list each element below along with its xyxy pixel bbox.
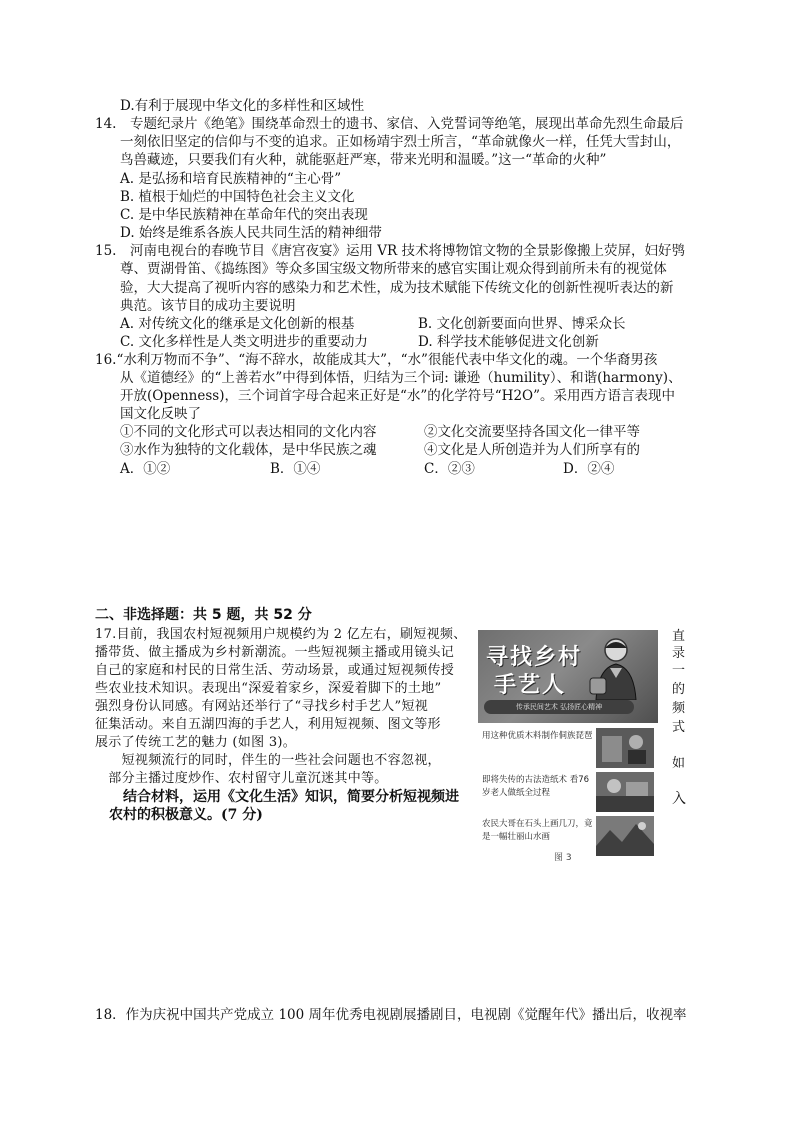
q17-side-char: 式 xyxy=(672,720,686,735)
q14-stem-line-3: 鸟兽藏迹，只要我们有火种，就能驱赶严寒，带来光明和温暖。”这一“革命的火种” xyxy=(120,152,607,168)
figure-item xyxy=(478,772,658,816)
figure-title-line-1: 寻找乡村 xyxy=(486,645,583,670)
figure-caption: 图 3 xyxy=(554,853,572,863)
q16-item-2: ②文化交流要坚持各国文化一律平等 xyxy=(424,424,640,440)
q17-side-char: 入 xyxy=(672,791,686,807)
q17-task-line-1: 结合材料，运用《文化生活》知识，简要分析短视频进 xyxy=(95,789,459,805)
q14-option-c: C. 是中华民族精神在革命年代的突出表现 xyxy=(120,207,368,223)
q15-stem-line-2: 尊、贾湖骨笛、《捣练图》等众多国宝级文物所带来的感官实围让观众得到前所未有的视觉体 xyxy=(120,261,667,277)
q18-line-1: 18．作为庆祝中国共产党成立 100 周年优秀电视剧展播剧目，电视剧《觉醒年代》播出后，收视率 xyxy=(95,1007,687,1023)
artisan-illustration xyxy=(586,634,646,700)
q17-side-char: 的 xyxy=(672,682,686,697)
q15-stem-line-4: 典范。该节目的成功主要说明 xyxy=(120,298,296,314)
q17-line-9: 部分主播过度炒作、农村留守儿童沉迷其中等。 xyxy=(95,771,388,786)
q15-stem-line-1: 15. 河南电视台的春晚节目《唐宫夜宴》运用 VR 技术将博物馆文物的全景影像搬上荧屏，妇好鸮 xyxy=(95,243,685,259)
q15-option-d: D. 科学技术能够促进文化创新 xyxy=(418,334,599,350)
q16-choice-d: D．②④ xyxy=(563,461,615,477)
figure-item-text: 用这种优质木料制作侗族琵琶 xyxy=(482,731,593,741)
q17-line-6: 征集活动。来自五湖四海的手艺人，利用短视频、图文等形 xyxy=(95,717,441,732)
q14-stem-line-1: 14. 专题纪录片《绝笔》围绕革命烈士的遗书、家信、入党誓词等绝笔，展现出革命先烈生命最后 xyxy=(95,116,684,132)
q17-task-line-2: 农村的积极意义。(7 分) xyxy=(95,807,263,823)
q17-line-7: 展示了传统工艺的魅力 (如图 3)。 xyxy=(95,735,297,750)
q17-line-5: 强烈身份认同感。有网站还举行了“寻找乡村手艺人”短视 xyxy=(95,699,429,714)
figure-banner xyxy=(478,630,658,723)
q16-stem-line-2: 从《道德经》的“上善若水”中得到体悟，归结为三个词: 谦逊（humility）、和谐(harmony)、 xyxy=(120,370,682,386)
q15-option-b: B. 文化创新要面向世界、博采众长 xyxy=(418,316,626,332)
q17-line-3: 自己的家庭和村民的日常生活、劳动场景，或通过短视频传授 xyxy=(95,663,455,678)
q16-choice-c: C．②③ xyxy=(424,461,475,477)
q16-choice-b: B．①④ xyxy=(270,461,321,477)
figure-item-thumbnail xyxy=(596,728,654,768)
q16-item-1: ①不同的文化形式可以表达相同的文化内容 xyxy=(120,424,377,440)
q15-option-c: C. 文化多样性是人类文明进步的重要动力 xyxy=(120,334,368,350)
q17-side-char: 如 xyxy=(672,756,686,771)
figure-item-thumbnail xyxy=(596,772,654,812)
q16-item-3: ③水作为独特的文化载体，是中华民族之魂 xyxy=(120,442,377,458)
q17-side-char: 录 xyxy=(672,646,686,661)
figure-item-thumbnail xyxy=(596,816,654,856)
q16-item-4: ④文化是人所创造并为人们所享有的 xyxy=(424,442,640,458)
q17-side-char: 直 xyxy=(672,629,686,644)
q17-side-char: 一 xyxy=(672,663,686,678)
section-heading: 二、非选择题：共 5 题，共 52 分 xyxy=(95,607,312,623)
q16-stem-line-1: 16.“水利万物而不争”、“海不辞水，故能成其大”，“水”很能代表中华文化的魂。一个华裔男孩 xyxy=(95,352,658,368)
figure-subtitle: 传承民间艺术 弘扬匠心精神 xyxy=(484,700,634,714)
q17-line-8: 短视频流行的同时，伴生的一些社会问题也不容忽视， xyxy=(95,753,441,768)
figure-title-line-2: 手艺人 xyxy=(494,673,567,698)
q14-stem-line-2: 一刻依旧坚定的信仰与不变的追求。正如杨靖宇烈士所言，“革命就像火一样，任凭大雪封山， xyxy=(120,134,681,150)
figure-item-text: 即将失传的古法造纸术 看76岁老人做纸全过程 xyxy=(482,775,590,798)
figure-item-text: 农民大哥在石头上画几刀，竟是一幅壮丽山水画 xyxy=(482,819,593,842)
figure-item xyxy=(478,728,658,772)
q16-stem-line-4: 国文化反映了 xyxy=(120,406,201,422)
q16-stem-line-3: 开放(Openness)，三个词首字母合起来正好是“水”的化学符号“H2O”。采用西方语言表现中 xyxy=(120,388,676,404)
q17-line-1: 17.目前，我国农村短视频用户规模约为 2 亿左右，刷短视频、 xyxy=(95,627,467,642)
q17-side-char: 频 xyxy=(672,701,686,716)
q14-option-d: D. 始终是维系各族人民共同生活的精神细带 xyxy=(120,225,382,241)
q15-option-a: A. 对传统文化的继承是文化创新的根基 xyxy=(120,316,355,332)
q15-stem-line-3: 验，大大提高了视听内容的感染力和艺术性，成为技术赋能下传统文化的创新性视听表达的新 xyxy=(120,280,674,296)
q17-line-2: 播带货、做主播成为乡村新潮流。一些短视频主播或用镜头记 xyxy=(95,645,455,660)
q13-option-d: D.有利于展现中华文化的多样性和区域性 xyxy=(120,98,365,114)
q17-line-4: 些农业技术知识。表现出“深爱着家乡，深爱着脚下的土地” xyxy=(95,681,442,696)
figure-3 xyxy=(478,630,658,862)
q14-option-a: A. 是弘扬和培育民族精神的“主心骨” xyxy=(120,171,342,187)
q16-choice-a: A．①② xyxy=(120,461,171,477)
q14-option-b: B. 植根于灿烂的中国特色社会主义文化 xyxy=(120,189,355,205)
